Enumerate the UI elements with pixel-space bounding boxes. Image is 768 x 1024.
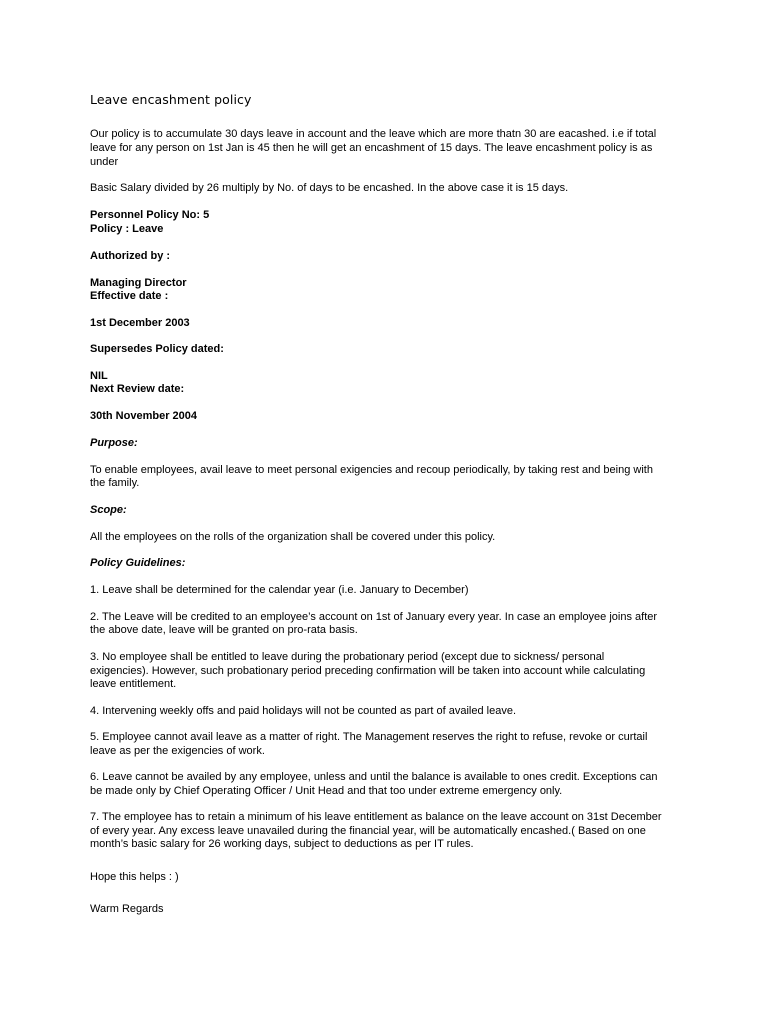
guidelines-heading: Policy Guidelines:	[90, 557, 186, 569]
review-date-value: 30th November 2004	[90, 410, 197, 422]
guideline-7-line-2: of every year. Any excess leave unavailed during the financial year, will be automatically encashed.( Based on one	[90, 825, 646, 837]
scope-text: All the employees on the rolls of the organization shall be covered under this policy.	[90, 531, 496, 543]
guideline-3-line-2: exigencies). However, such probationary period preceding confirmation will be taken into account while calculating	[90, 665, 646, 677]
intro-line-2: leave for any person on 1st Jan is 45 then he will get an encashment of 15 days. The leave encashment policy is as	[90, 142, 653, 154]
policy-name: Policy : Leave	[90, 223, 164, 235]
guideline-4-line-1: 4. Intervening weekly offs and paid holidays will not be counted as part of availed leave.	[90, 705, 517, 717]
scope-heading: Scope:	[90, 504, 127, 516]
guideline-5-line-1: 5. Employee cannot avail leave as a matter of right. The Management reserves the right to refuse, revoke or curtail	[90, 731, 648, 743]
effective-date-value: 1st December 2003	[90, 317, 190, 329]
guideline-3-line-3: leave entitlement.	[90, 678, 177, 690]
intro-line-1: Our policy is to accumulate 30 days leave in account and the leave which are more thatn 30 are eacashed. i.e if total	[90, 128, 657, 140]
policy-number: Personnel Policy No: 5	[90, 209, 210, 221]
supersedes-value: NIL	[90, 370, 108, 382]
supersedes-label: Supersedes Policy dated:	[90, 343, 224, 355]
guideline-1-line-1: 1. Leave shall be determined for the calendar year (i.e. January to December)	[90, 584, 469, 596]
guideline-3-line-1: 3. No employee shall be entitled to leave during the probationary period (except due to sickness/ personal	[90, 651, 605, 663]
review-date-label: Next Review date:	[90, 383, 185, 395]
formula-text: Basic Salary divided by 26 multiply by No. of days to be encashed. In the above case it is 15 days.	[90, 182, 569, 194]
guideline-7-line-3: month’s basic salary for 26 working days, subject to deductions as per IT rules.	[90, 838, 474, 850]
purpose-line-1: To enable employees, avail leave to meet personal exigencies and recoup periodically, by taking rest and being with	[90, 464, 653, 476]
purpose-line-2: the family.	[90, 477, 140, 489]
purpose-heading: Purpose:	[90, 437, 138, 449]
authorized-value: Managing Director	[90, 277, 187, 289]
intro-line-3: under	[90, 156, 119, 168]
guideline-7-line-1: 7. The employee has to retain a minimum of his leave entitlement as balance on the leave account on 31st December	[90, 811, 662, 823]
guideline-6-line-2: be made only by Chief Operating Officer / Unit Head and that too under extreme emergency only.	[90, 785, 563, 797]
guideline-6-line-1: 6. Leave cannot be availed by any employee, unless and until the balance is available to ones credit. Exceptions can	[90, 771, 658, 783]
guideline-5-line-2: leave as per the exigencies of work.	[90, 745, 265, 757]
signoff-text: Warm Regards	[90, 903, 164, 915]
authorized-label: Authorized by :	[90, 250, 171, 262]
document-title: Leave encashment policy	[90, 92, 252, 107]
guideline-2-line-1: 2. The Leave will be credited to an employee’s account on 1st of January every year. In case an employee joins after	[90, 611, 658, 623]
closing-text: Hope this helps : )	[90, 871, 179, 883]
effective-date-label: Effective date :	[90, 290, 169, 302]
guideline-2-line-2: the above date, leave will be granted on pro-rata basis.	[90, 624, 358, 636]
